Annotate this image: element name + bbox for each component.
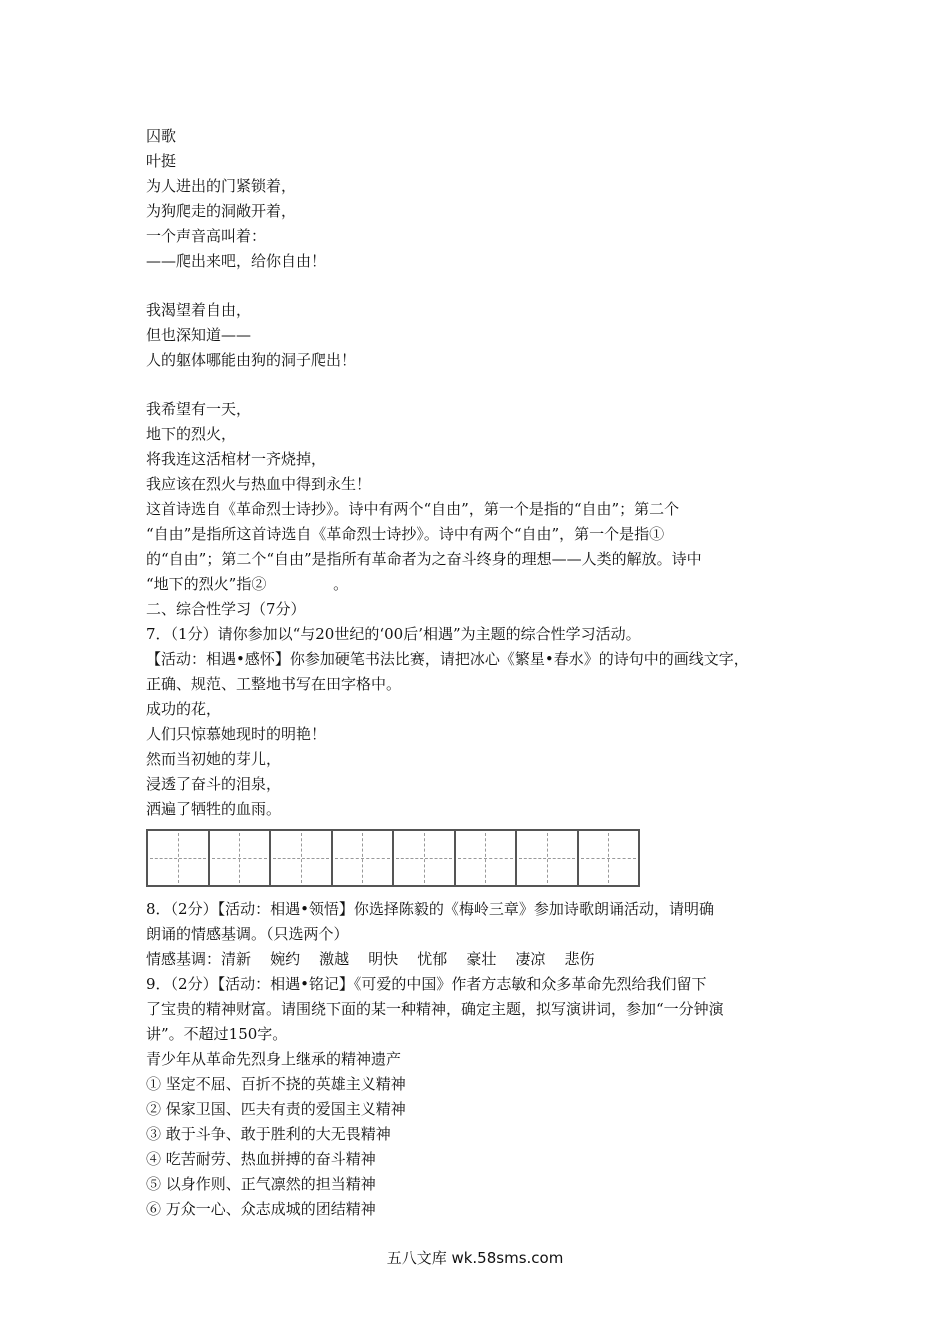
poem-line: 我渴望着自由， (146, 301, 252, 319)
poem-line: 为狗爬走的洞敞开着， (146, 202, 297, 220)
tianzige-cell[interactable] (394, 831, 456, 885)
poem-line: 但也深知道—— (146, 326, 252, 344)
q7-poem-line: 浸透了奋斗的泪泉， (146, 775, 282, 793)
question-text-line: “地下的烈火”指② 。 (146, 575, 349, 593)
q9-line: ① 坚定不屈、百折不挠的英雄主义精神 (146, 1075, 406, 1093)
poem-line: 为人进出的门紧锁着， (146, 177, 297, 195)
stanza-gap (146, 373, 816, 397)
q7-poem-line: 洒遍了牺牲的血雨。 (146, 800, 282, 818)
question-text-line: 这首诗选自《革命烈士诗抄》。诗中有两个“自由”，第一个是指的“自由”；第二个 (146, 500, 680, 518)
q9-line: 了宝贵的精神财富。请围绕下面的某一种精神，确定主题，拟写演讲词，参加“一分钟演 (146, 1000, 724, 1018)
q7-line: 7．（1分）请你参加以“与20世纪的‘00后’相遇”为主题的综合性学习活动。 (146, 625, 641, 643)
tianzige-cell[interactable] (333, 831, 395, 885)
poem-author: 叶挺 (146, 152, 177, 170)
tianzige-cell[interactable] (517, 831, 579, 885)
poem-line: 地下的烈火， (146, 425, 237, 443)
page-footer: 五八文库 wk.58sms.com (386, 1249, 564, 1267)
q9-line: ③ 敢于斗争、敢于胜利的大无畏精神 (146, 1125, 391, 1143)
document-body (146, 124, 816, 1222)
q9-line: 9．（2分）【活动：相遇•铭记】《可爱的中国》作者方志敏和众多革命先烈给我们留下 (146, 975, 707, 993)
q7-poem-line: 然而当初她的芽儿， (146, 750, 282, 768)
section-heading: 二、综合性学习（7分） (146, 600, 306, 618)
q8-line: 朗诵的情感基调。（只选两个） (146, 925, 349, 943)
tianzige-cell[interactable] (456, 831, 518, 885)
q8-options: 情感基调：清新 婉约 激越 明快 忧郁 豪壮 凄凉 悲伤 (146, 950, 595, 968)
q9-line: ⑤ 以身作则、正气凛然的担当精神 (146, 1175, 376, 1193)
q9-line: 讲”。不超过150字。 (146, 1025, 288, 1043)
tianzige-cell[interactable] (579, 831, 639, 885)
stanza-gap (146, 274, 816, 298)
poem-line: 我希望有一天， (146, 400, 252, 418)
tianzige-cell[interactable] (210, 831, 272, 885)
question-text-line: “自由”是指所这首诗选自《革命烈士诗抄》。诗中有两个“自由”，第一个是指① (146, 525, 665, 543)
q7-line: 【活动：相遇•感怀】你参加硬笔书法比赛，请把冰心《繁星•春水》的诗句中的画线文字， (146, 650, 749, 668)
question-text-line: 的“自由”；第二个“自由”是指所有革命者为之奋斗终身的理想——人类的解放。诗中 (146, 550, 702, 568)
poem-line: 人的躯体哪能由狗的洞子爬出！ (146, 351, 357, 369)
q9-line: ⑥ 万众一心、众志成城的团结精神 (146, 1200, 376, 1218)
q8-line: 8．（2分）【活动：相遇•领悟】你选择陈毅的《梅岭三章》参加诗歌朗诵活动，请明确 (146, 900, 714, 918)
q9-line: ② 保家卫国、匹夫有责的爱国主义精神 (146, 1100, 406, 1118)
poem-line: ——爬出来吧，给你自由！ (146, 252, 327, 270)
q9-line: ④ 吃苦耐劳、热血拼搏的奋斗精神 (146, 1150, 376, 1168)
poem-line: 一个声音高叫着： (146, 227, 267, 245)
q7-line: 正确、规范、工整地书写在田字格中。 (146, 675, 402, 693)
poem-title: 囚歌 (146, 127, 177, 145)
poem-line: 将我连这活棺材一齐烧掉， (146, 450, 327, 468)
tianzige-cell[interactable] (148, 831, 210, 885)
tianzige-cell[interactable] (271, 831, 333, 885)
tianzige-grid (146, 829, 640, 887)
poem-line: 我应该在烈火与热血中得到永生！ (146, 475, 372, 493)
q7-poem-line: 成功的花， (146, 700, 222, 718)
q9-line: 青少年从革命先烈身上继承的精神遗产 (146, 1050, 402, 1068)
q7-poem-line: 人们只惊慕她现时的明艳！ (146, 725, 327, 743)
